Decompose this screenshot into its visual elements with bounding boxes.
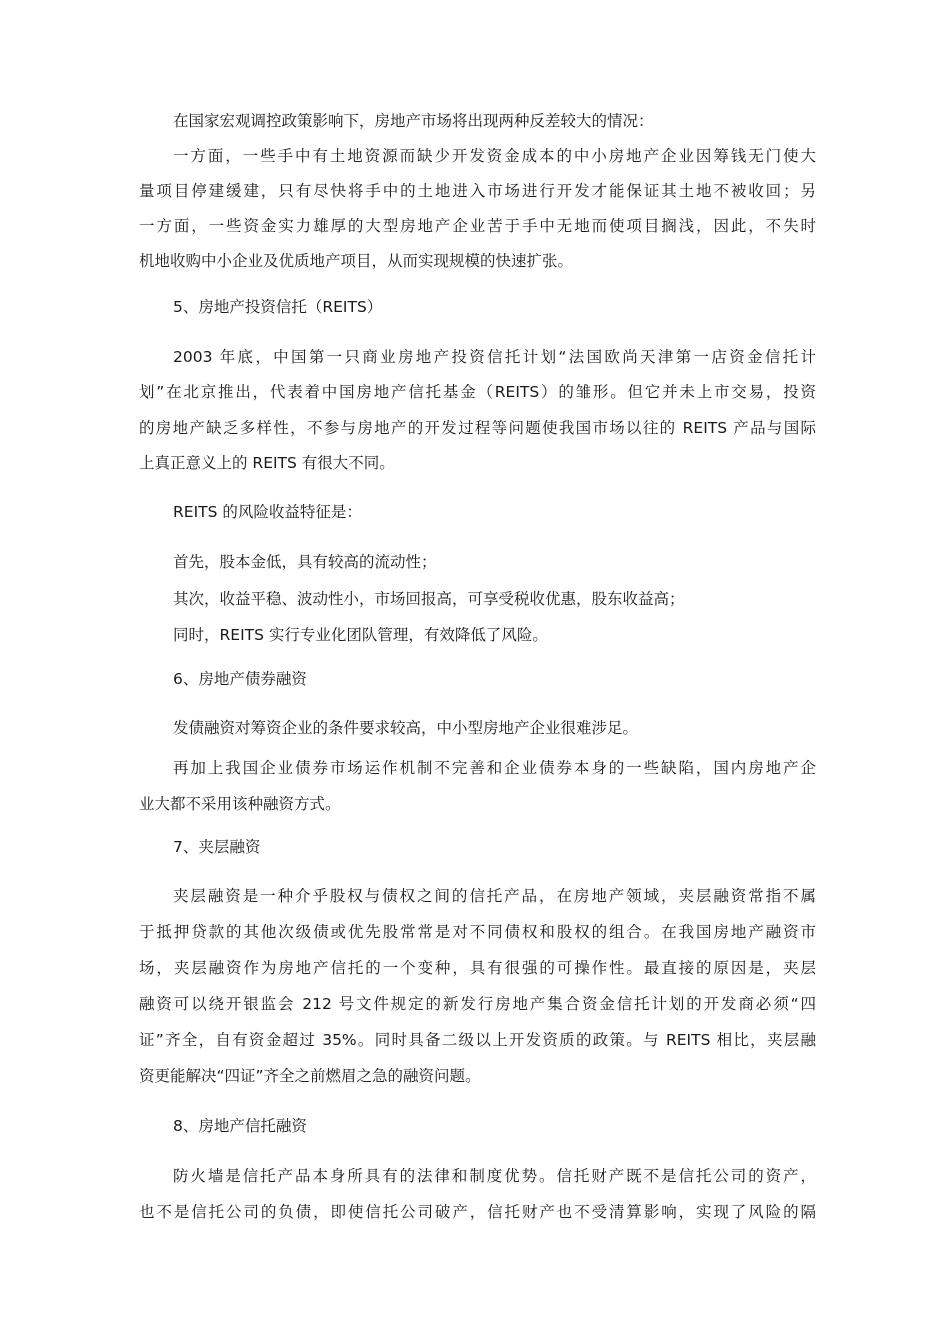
paragraph-line: 同时，REITS 实行专业化团队管理，有效降低了风险。: [173, 626, 548, 644]
paragraph-line: 场，夹层融资作为房地产信托的一个变种，具有很强的可操作性。最直接的原因是，夹层: [139, 959, 816, 977]
paragraph-line: 其次，收益平稳、波动性小，市场回报高，可享受税收优惠，股东收益高；: [173, 590, 685, 608]
section-heading-7: 7、夹层融资: [173, 838, 261, 856]
paragraph-line: 业大都不采用该种融资方式。: [139, 795, 341, 813]
paragraph-line: 资更能解决“四证”齐全之前燃眉之急的融资问题。: [139, 1067, 481, 1085]
paragraph-line: 的房地产缺乏多样性，不参与房地产的开发过程等问题使我国市场以往的 REITS 产品与国际: [139, 419, 816, 437]
paragraph-line: 发债融资对筹资企业的条件要求较高，中小型房地产企业很难涉足。: [173, 719, 639, 737]
section-heading-6: 6、房地产债券融资: [173, 670, 307, 688]
paragraph-line: 机地收购中小企业及优质地产项目，从而实现规模的快速扩张。: [139, 252, 574, 270]
paragraph-line: 也不是信托公司的负债，即使信托公司破产，信托财产也不受清算影响，实现了风险的隔: [139, 1203, 816, 1221]
paragraph-line: 量项目停建缓建，只有尽快将手中的土地进入市场进行开发才能保证其土地不被收回；另: [139, 182, 816, 200]
paragraph-line: 首先，股本金低，具有较高的流动性；: [173, 553, 437, 571]
paragraph-line: 2003 年底，中国第一只商业房地产投资信托计划“法国欧尚天津第一店资金信托计: [173, 348, 816, 366]
section-heading-8: 8、房地产信托融资: [173, 1117, 307, 1135]
paragraph-line: 融资可以绕开银监会 212 号文件规定的新发行房地产集合资金信托计划的开发商必须“四: [139, 995, 816, 1013]
section-heading-5: 5、房地产投资信托（REITS）: [173, 298, 383, 316]
paragraph-line: 在国家宏观调控政策影响下，房地产市场将出现两种反差较大的情况：: [173, 112, 654, 130]
paragraph-line: 证”齐全，自有资金超过 35%。同时具备二级以上开发资质的政策。与 REITS 相比，夹层融: [139, 1031, 816, 1049]
paragraph-line: 于抵押贷款的其他次级债或优先股常常是对不同债权和股权的组合。在我国房地产融资市: [139, 923, 816, 941]
paragraph-line: 一方面，一些手中有土地资源而缺少开发资金成本的中小房地产企业因筹钱无门使大: [173, 147, 816, 165]
paragraph-line: 再加上我国企业债券市场运作机制不完善和企业债券本身的一些缺陷，国内房地产企: [173, 759, 816, 777]
paragraph-line: 上真正意义上的 REITS 有很大不同。: [139, 454, 395, 472]
paragraph-line: 划”在北京推出，代表着中国房地产信托基金（REITS）的雏形。但它并未上市交易，投资: [139, 383, 816, 401]
paragraph-line: REITS 的风险收益特征是：: [173, 503, 362, 521]
paragraph-line: 防火墙是信托产品本身所具有的法律和制度优势。信托财产既不是信托公司的资产，: [173, 1167, 816, 1185]
paragraph-line: 夹层融资是一种介乎股权与债权之间的信托产品，在房地产领域，夹层融资常指不属: [173, 887, 816, 905]
paragraph-line: 一方面，一些资金实力雄厚的大型房地产企业苦于手中无地而使项目搁浅，因此，不失时: [139, 217, 816, 235]
